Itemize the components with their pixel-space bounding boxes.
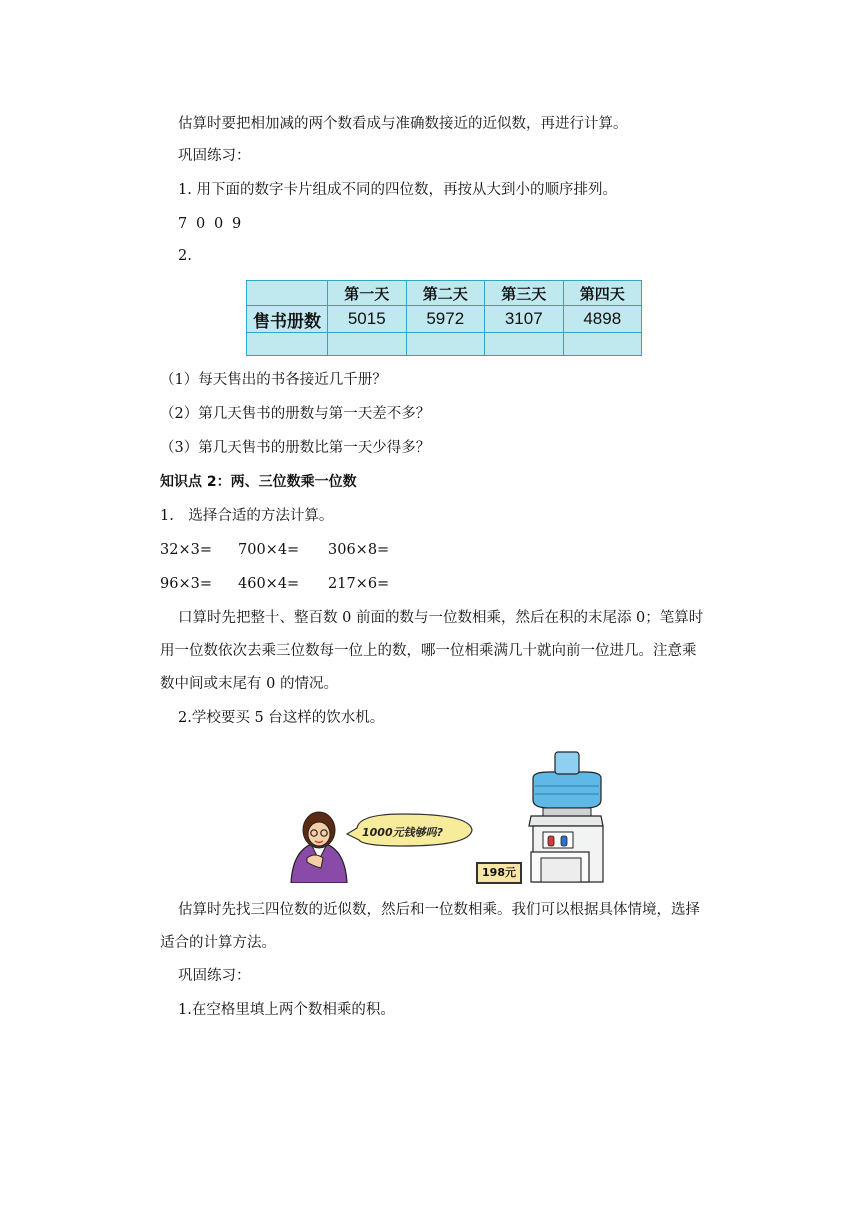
- question-2-sub-3: （3）第几天售书的册数比第一天少得多？: [160, 440, 431, 456]
- teacher-figure: [291, 812, 347, 883]
- kp2-question-1: 1. 选择合适的方法计算。: [160, 508, 334, 524]
- digit-card: 7: [178, 216, 188, 232]
- table-corner-cell: [247, 281, 328, 306]
- calc-row-2: [160, 574, 389, 594]
- table-header-day-1: 第一天: [328, 281, 407, 306]
- calc-item: 700×4=: [238, 542, 300, 558]
- table-empty-cell: [247, 333, 328, 356]
- table-cell-value: 5972: [406, 306, 485, 333]
- question-2-sub-1: （1）每天售出的书各接近几千册？: [160, 372, 387, 388]
- table-empty-cell: [563, 333, 642, 356]
- estimate-multiply-paragraph: 估算时先找三四位数的近似数，然后和一位数相乘。我们可以根据具体情境，选择适合的计算方法。: [160, 902, 700, 951]
- question-1-text: 1. 用下面的数字卡片组成不同的四位数，再按从大到小的顺序排列。: [178, 182, 617, 198]
- table-cell-value: 4898: [563, 306, 642, 333]
- speech-bubble-text: 1000元钱够吗?: [362, 826, 443, 839]
- digit-cards: [178, 214, 250, 234]
- table-cell-value: 5015: [328, 306, 407, 333]
- digit-card: 0: [214, 216, 224, 232]
- practice-heading: 巩固练习：: [178, 148, 251, 164]
- water-dispenser: [529, 752, 603, 882]
- calc-item: 32×3=: [160, 542, 212, 558]
- table-empty-cell: [328, 333, 407, 356]
- calc-item: 460×4=: [238, 576, 300, 592]
- kp2-question-2: 2.学校要买 5 台这样的饮水机。: [178, 710, 385, 726]
- final-question: 1.在空格里填上两个数相乘的积。: [178, 1002, 395, 1018]
- oral-written-calc-paragraph: 口算时先把整十、整百数 0 前面的数与一位数相乘，然后在积的末尾添 0；笔算时用一位数依次去乘三位数每一位上的数，哪一位相乘满几十就向前一位进几。注意乘数中间或末尾有 0 的情况。: [160, 610, 704, 692]
- question-2-label: 2.: [178, 248, 192, 264]
- price-tag: 198元: [476, 862, 522, 884]
- estimate-intro-paragraph: 估算时要把相加减的两个数看成与准确数接近的近似数，再进行计算。: [178, 116, 628, 132]
- digit-card: 0: [196, 216, 206, 232]
- calc-item: 217×6=: [328, 576, 390, 592]
- calc-row-1: [160, 540, 389, 560]
- table-row-header: 售书册数: [247, 306, 328, 333]
- calc-item: 96×3=: [160, 576, 212, 592]
- knowledge-point-2-heading: 知识点 2：两、三位数乘一位数: [160, 474, 357, 490]
- table-empty-cell: [485, 333, 564, 356]
- calc-item: 306×8=: [328, 542, 390, 558]
- table-header-day-2: 第二天: [406, 281, 485, 306]
- table-header-day-3: 第三天: [485, 281, 564, 306]
- digit-card: 9: [232, 216, 242, 232]
- practice-heading-2: 巩固练习：: [178, 968, 251, 984]
- table-empty-cell: [406, 333, 485, 356]
- book-sales-table: [246, 280, 642, 356]
- water-dispenser-illustration: [285, 748, 610, 883]
- table-cell-value: 3107: [485, 306, 564, 333]
- question-2-sub-2: （2）第几天售书的册数与第一天差不多？: [160, 406, 431, 422]
- table-header-day-4: 第四天: [563, 281, 642, 306]
